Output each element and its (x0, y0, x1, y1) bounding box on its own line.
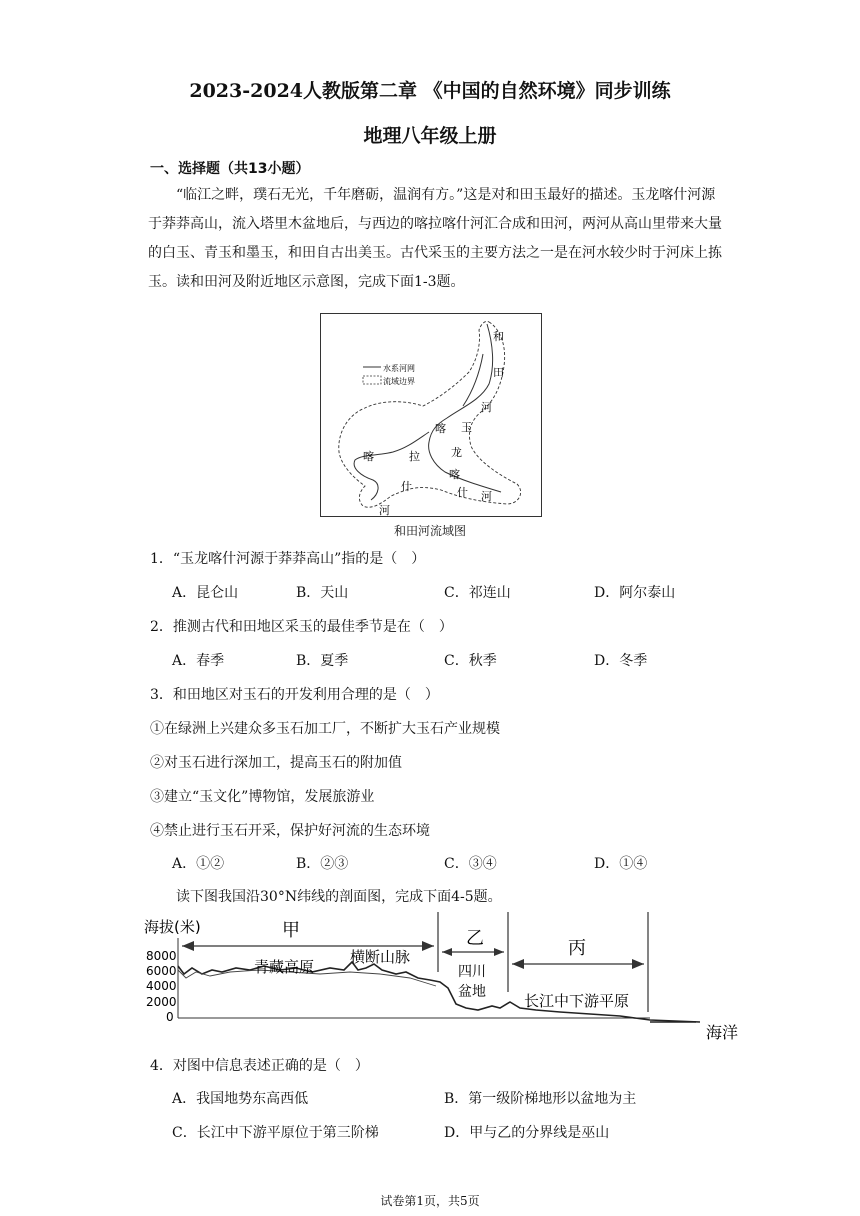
basin-boundary (339, 321, 521, 507)
question-2-stem: 2．推测古代和田地区采玉的最佳季节是在（ ） (150, 619, 453, 635)
question-4-stem: 4．对图中信息表述正确的是（ ） (150, 1058, 369, 1074)
q2-option-d: D．冬季 (594, 653, 648, 669)
q3-option-b: B．②③ (296, 856, 349, 872)
question-1-stem: 1．“玉龙喀什河源于莽莽高山”指的是（ ） (150, 551, 426, 567)
q4-option-d: D．甲与乙的分界线是巫山 (444, 1125, 610, 1141)
map-label-la: 拉 (409, 450, 420, 463)
page-footer: 试卷第1页，共5页 (380, 1194, 480, 1208)
q4-option-b: B．第一级阶梯地形以盆地为主 (444, 1091, 637, 1107)
label-hengduan: 横断山脉 (350, 948, 411, 966)
q3-statement-3: ③建立“玉文化”博物馆，发展旅游业 (150, 789, 375, 805)
map-caption: 和田河流域图 (393, 524, 466, 538)
q2-option-c: C．秋季 (444, 653, 497, 669)
map-label-he: 和 (493, 330, 504, 343)
map-label-ka1: 喀 (435, 422, 446, 435)
question-3-stem: 3．和田地区对玉石的开发利用合理的是（ ） (150, 687, 439, 703)
passage-profile: 读下图我国沿30°N纬线的剖面图，完成下面4-5题。 (176, 889, 502, 905)
section-title: 一、选择题（共13小题） (150, 161, 310, 177)
q4-option-c: C．长江中下游平原位于第三阶梯 (172, 1125, 379, 1141)
label-changjiang: 长江中下游平原 (524, 992, 630, 1010)
q4-option-a: A．我国地势东高西低 (172, 1091, 309, 1107)
legend-boundary-label: 流域边界 (383, 377, 415, 386)
q3-statement-4: ④禁止进行玉石开采，保护好河流的生态环境 (150, 823, 430, 839)
q2-option-a: A．春季 (172, 653, 225, 669)
ytick-4000: 4000 (146, 979, 177, 993)
kala-river (354, 432, 429, 500)
label-sichuan-2: 盆地 (458, 984, 486, 1000)
doc-title: 2023-2024人教版第二章 《中国的自然环境》同步训练 (189, 80, 671, 102)
q3-statement-2: ②对玉石进行深加工，提高玉石的附加值 (150, 755, 402, 771)
doc-subtitle: 地理八年级上册 (363, 125, 497, 147)
map-label-ka2: 喀 (363, 450, 374, 463)
q1-option-c: C．祁连山 (444, 585, 511, 601)
label-qingzang: 青藏高原 (254, 958, 315, 976)
map-label-yu: 玉 (461, 421, 472, 434)
legend-river-label: 水系河网 (383, 364, 415, 373)
q3-option-d: D．①④ (594, 856, 648, 872)
region-yi: 乙 (466, 928, 484, 949)
region-jia: 甲 (282, 920, 300, 941)
map-label-shi: 什 (401, 480, 412, 493)
q3-option-a: A．①② (172, 856, 225, 872)
map-label-yh: 河 (481, 490, 492, 503)
map-label-he2: 河 (481, 401, 492, 414)
q1-option-a: A．昆仑山 (172, 585, 239, 601)
q3-statement-1: ①在绿洲上兴建众多玉石加工厂，不断扩大玉石产业规模 (150, 721, 500, 737)
map-label-tian: 田 (493, 366, 504, 379)
label-ocean: 海洋 (706, 1023, 739, 1042)
q1-option-b: B．天山 (296, 585, 349, 601)
map-label-ys: 什 (457, 486, 468, 499)
profile-ylabel: 海拔(米) (144, 918, 201, 936)
region-bing: 丙 (568, 938, 586, 959)
q1-option-d: D．阿尔泰山 (594, 585, 676, 601)
profile-diagram (140, 908, 760, 1044)
ytick-2000: 2000 (146, 995, 177, 1009)
q2-option-b: B．夏季 (296, 653, 349, 669)
ytick-0: 0 (166, 1010, 174, 1024)
hetian-river (463, 354, 483, 406)
map-label-yk: 喀 (449, 468, 460, 481)
map-label-kh: 河 (379, 504, 390, 516)
q3-option-c: C．③④ (444, 856, 497, 872)
ytick-6000: 6000 (146, 964, 177, 978)
label-sichuan-1: 四川 (458, 964, 486, 980)
hetian-map (320, 313, 542, 517)
map-label-long: 龙 (451, 446, 462, 459)
passage-hetian: “临江之畔，璞石无光，千年磨砺，温润有方。”这是对和田玉最好的描述。玉龙喀什河源于莽莽高山，流入塔里木盆地后，与西边的喀拉喀什河汇合成和田河，两河从高山里带来大量的白玉、青玉和墨玉，和田自古出美玉。古代采玉的主要方法之一是在河水较少时于河床上拣玉。读和田河及附近地区示意图，完成下面1-3题。 (148, 187, 722, 290)
ytick-8000: 8000 (146, 949, 177, 963)
